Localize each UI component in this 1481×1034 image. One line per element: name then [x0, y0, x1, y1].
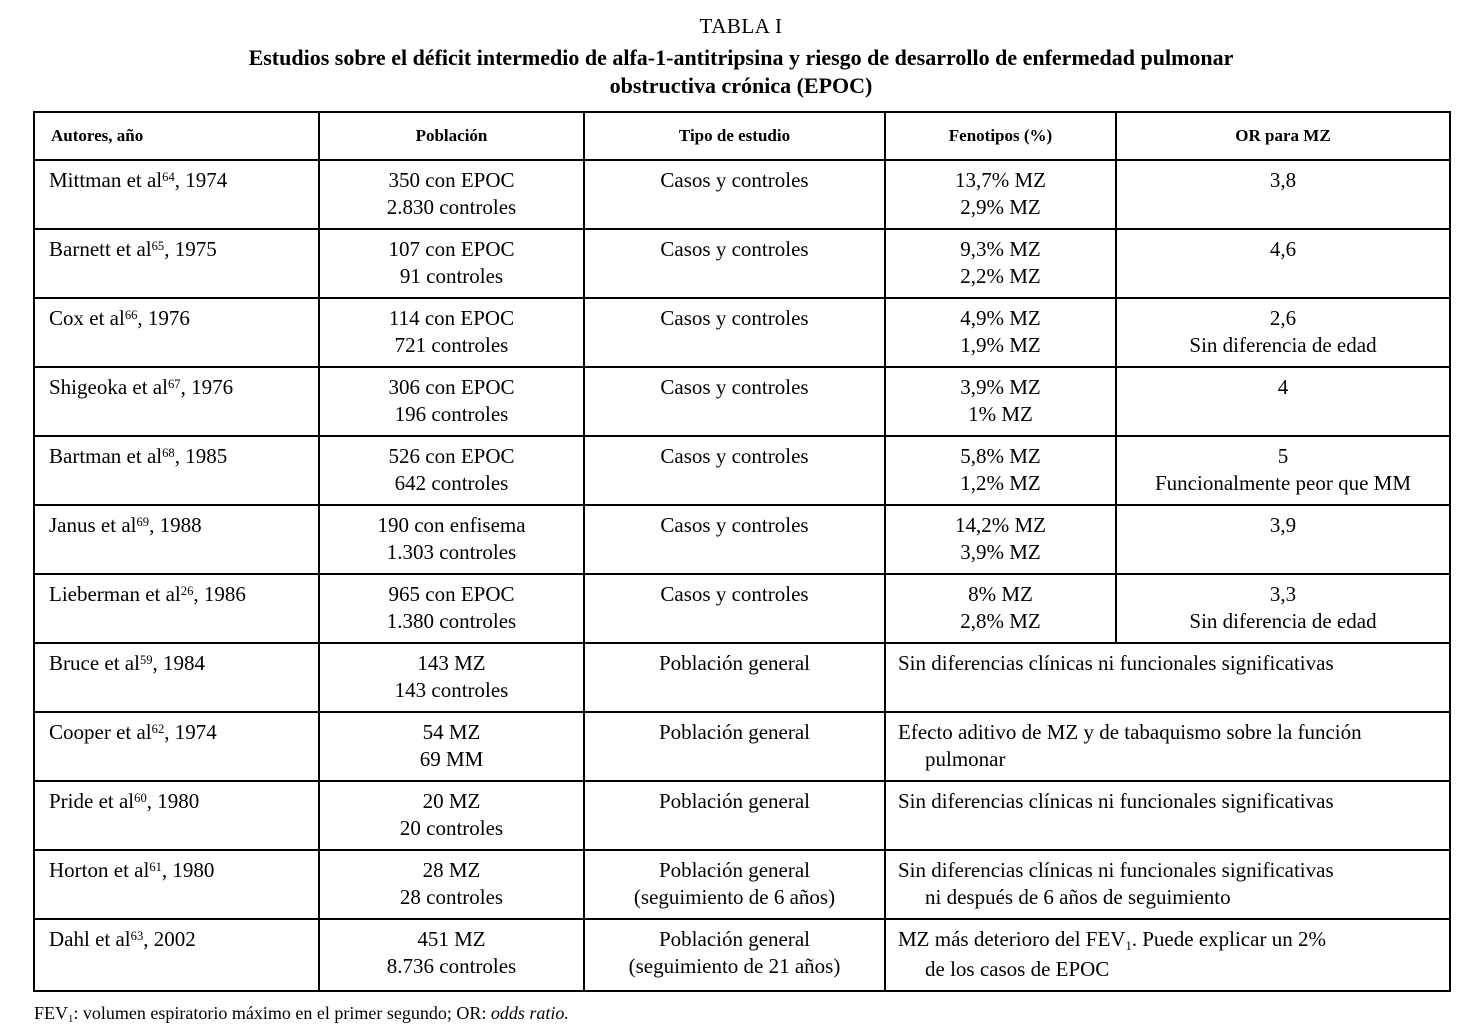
study-row: [34, 919, 1450, 991]
population-cell: [319, 436, 584, 505]
cell-line: 14,2% MZ: [955, 513, 1046, 537]
cell-line: 3,9% MZ: [960, 540, 1041, 564]
caption-line-1: Estudios sobre el déficit intermedio de alfa-1-antitripsina y riesgo de desarrollo de enfermedad pulmonar: [248, 45, 1234, 70]
study-type-cell: [584, 781, 885, 850]
cell-line: 2.830 controles: [386, 195, 517, 219]
cell-line: 196 controles: [394, 402, 509, 426]
study-row: [34, 505, 1450, 574]
cell-line: 306 con EPOC: [388, 375, 515, 399]
cell-line: 20 MZ: [422, 789, 481, 813]
authors-cell: Pride et $al^{60}$, 1980: [34, 781, 319, 850]
population-cell: [319, 643, 584, 712]
authors-cell: Bruce et $al^{59}$, 1984: [34, 643, 319, 712]
cell-line: Población general: [658, 720, 811, 744]
study-row: [34, 850, 1450, 919]
cell-line: 8.736 controles: [386, 954, 517, 978]
cell-line: 721 controles: [394, 333, 509, 357]
study-type-cell: [584, 643, 885, 712]
or-cell: [1116, 298, 1450, 367]
cell-line: 69 MM: [419, 747, 484, 771]
study-type-cell: [584, 436, 885, 505]
table-caption: [33, 44, 1449, 100]
study-type-cell: [584, 919, 885, 991]
study-row: [34, 643, 1450, 712]
population-cell: [319, 229, 584, 298]
cell-line: 190 con enfisema: [377, 513, 526, 537]
phenotypes-cell: [885, 160, 1116, 229]
phenotypes-cell: [885, 298, 1116, 367]
cell-line: 3,9% MZ: [960, 375, 1041, 399]
study-type-cell: [584, 298, 885, 367]
cell-line: 9,3% MZ: [960, 237, 1041, 261]
result-cell: [885, 781, 1450, 850]
authors-cell: Cox et $al^{66}$, 1976: [34, 298, 319, 367]
authors-cell: Shigeoka et $al^{67}$, 1976: [34, 367, 319, 436]
study-row: [34, 781, 1450, 850]
or-cell: [1116, 505, 1450, 574]
cell-line: 2,9% MZ: [960, 195, 1041, 219]
cell-line: 642 controles: [394, 471, 509, 495]
cell-line: Población general: [658, 927, 811, 951]
cell-line: Población general: [658, 651, 811, 675]
cell-line: Población general: [658, 858, 811, 882]
cell-line: Población general: [658, 789, 811, 813]
column-header: OR para MZ: [1116, 112, 1450, 160]
cell-line: 143 MZ: [417, 651, 486, 675]
population-cell: [319, 298, 584, 367]
authors-cell: Horton et $al^{61}$, 1980: [34, 850, 319, 919]
cell-line: 2,6: [1269, 306, 1297, 330]
authors-cell: Janus et $al^{69}$, 1988: [34, 505, 319, 574]
result-cell: [885, 712, 1450, 781]
cell-line: 3,9: [1269, 513, 1297, 537]
result-cell: [885, 643, 1450, 712]
cell-line: 143 controles: [394, 678, 509, 702]
cell-line: Casos y controles: [660, 168, 809, 192]
caption-line-2: obstructiva crónica (EPOC): [609, 73, 873, 98]
study-row: [34, 298, 1450, 367]
population-cell: [319, 505, 584, 574]
cell-line: 3,8: [1269, 168, 1297, 192]
column-header: Autores, año: [34, 112, 319, 160]
study-row: [34, 367, 1450, 436]
cell-line: Sin diferencias clínicas ni funcionales significativas: [898, 858, 1334, 882]
or-cell: [1116, 574, 1450, 643]
cell-line: 1,9% MZ: [960, 333, 1041, 357]
cell-line: 2,2% MZ: [960, 264, 1041, 288]
study-type-cell: [584, 229, 885, 298]
cell-line: 54 MZ: [422, 720, 481, 744]
study-row: [34, 229, 1450, 298]
column-header: Tipo de estudio: [584, 112, 885, 160]
cell-line: Sin diferencia de edad: [1189, 609, 1377, 633]
study-row: [34, 574, 1450, 643]
authors-cell: Bartman et $al^{68}$, 1985: [34, 436, 319, 505]
study-type-cell: [584, 850, 885, 919]
population-cell: [319, 919, 584, 991]
cell-line: MZ más deterioro del $FEV_1$. Puede explicar un 2%: [898, 927, 1326, 953]
table-number: TABLA I: [699, 14, 783, 38]
studies-table: [33, 111, 1451, 992]
cell-line: Efecto aditivo de MZ y de tabaquismo sobre la función: [898, 720, 1362, 744]
cell-line: Casos y controles: [660, 444, 809, 468]
cell-line: 1% MZ: [968, 402, 1033, 426]
study-type-cell: [584, 574, 885, 643]
phenotypes-cell: [885, 436, 1116, 505]
population-cell: [319, 367, 584, 436]
column-header: Fenotipos (%): [885, 112, 1116, 160]
phenotypes-cell: [885, 229, 1116, 298]
cell-line: Funcionalmente peor que MM: [1154, 471, 1412, 495]
cell-line: 8% MZ: [968, 582, 1033, 606]
cell-line: 20 controles: [399, 816, 504, 840]
column-header: Población: [319, 112, 584, 160]
study-type-cell: [584, 367, 885, 436]
cell-line: 107 con EPOC: [388, 237, 515, 261]
study-type-cell: [584, 160, 885, 229]
cell-line: 5: [1277, 444, 1289, 468]
or-cell: [1116, 160, 1450, 229]
authors-cell: Lieberman et $al^{26}$, 1986: [34, 574, 319, 643]
cell-line: 350 con EPOC: [388, 168, 515, 192]
cell-line: 1,2% MZ: [960, 471, 1041, 495]
cell-line: 4: [1277, 375, 1289, 399]
cell-line: 114 con EPOC: [388, 306, 515, 330]
cell-line: 1.303 controles: [386, 540, 517, 564]
cell-line: 965 con EPOC: [388, 582, 515, 606]
authors-cell: Barnett et $al^{65}$, 1975: [34, 229, 319, 298]
footnote: $FEV_1$: volumen espiratorio máximo en el primer segundo; OR: odds ratio.: [34, 1003, 569, 1026]
study-row: [34, 712, 1450, 781]
cell-line: Casos y controles: [660, 582, 809, 606]
cell-line: Sin diferencia de edad: [1189, 333, 1377, 357]
cell-line: (seguimiento de 6 años): [633, 885, 836, 909]
cell-line: pulmonar: [925, 747, 1006, 771]
study-row: [34, 436, 1450, 505]
cell-line: 28 MZ: [422, 858, 481, 882]
cell-line: Casos y controles: [660, 237, 809, 261]
phenotypes-cell: [885, 367, 1116, 436]
cell-line: 5,8% MZ: [960, 444, 1041, 468]
result-cell: [885, 850, 1450, 919]
cell-line: (seguimiento de 21 años): [628, 954, 841, 978]
cell-line: Casos y controles: [660, 306, 809, 330]
study-type-cell: [584, 505, 885, 574]
cell-line: Sin diferencias clínicas ni funcionales significativas: [898, 789, 1334, 813]
population-cell: [319, 574, 584, 643]
cell-line: ni después de 6 años de seguimiento: [925, 885, 1231, 909]
cell-line: 4,9% MZ: [960, 306, 1041, 330]
cell-line: 13,7% MZ: [955, 168, 1046, 192]
phenotypes-cell: [885, 505, 1116, 574]
or-cell: [1116, 436, 1450, 505]
result-cell: [885, 919, 1450, 991]
authors-cell: Mittman et $al^{64}$, 1974: [34, 160, 319, 229]
cell-line: 1.380 controles: [386, 609, 517, 633]
cell-line: Sin diferencias clínicas ni funcionales significativas: [898, 651, 1334, 675]
population-cell: [319, 160, 584, 229]
authors-cell: Cooper et $al^{62}$, 1974: [34, 712, 319, 781]
or-cell: [1116, 367, 1450, 436]
cell-line: 526 con EPOC: [388, 444, 515, 468]
cell-line: 2,8% MZ: [960, 609, 1041, 633]
cell-line: 451 MZ: [417, 927, 486, 951]
cell-line: Casos y controles: [660, 513, 809, 537]
cell-line: 4,6: [1269, 237, 1297, 261]
cell-line: de los casos de EPOC: [925, 957, 1110, 981]
phenotypes-cell: [885, 574, 1116, 643]
population-cell: [319, 781, 584, 850]
cell-line: 28 controles: [399, 885, 504, 909]
or-cell: [1116, 229, 1450, 298]
population-cell: [319, 850, 584, 919]
study-type-cell: [584, 712, 885, 781]
table-body: [34, 160, 1450, 991]
cell-line: 91 controles: [399, 264, 504, 288]
study-row: [34, 160, 1450, 229]
cell-line: Casos y controles: [660, 375, 809, 399]
header-row: [34, 112, 1450, 160]
cell-line: 3,3: [1269, 582, 1297, 606]
authors-cell: Dahl et $al^{63}$, 2002: [34, 919, 319, 991]
population-cell: [319, 712, 584, 781]
